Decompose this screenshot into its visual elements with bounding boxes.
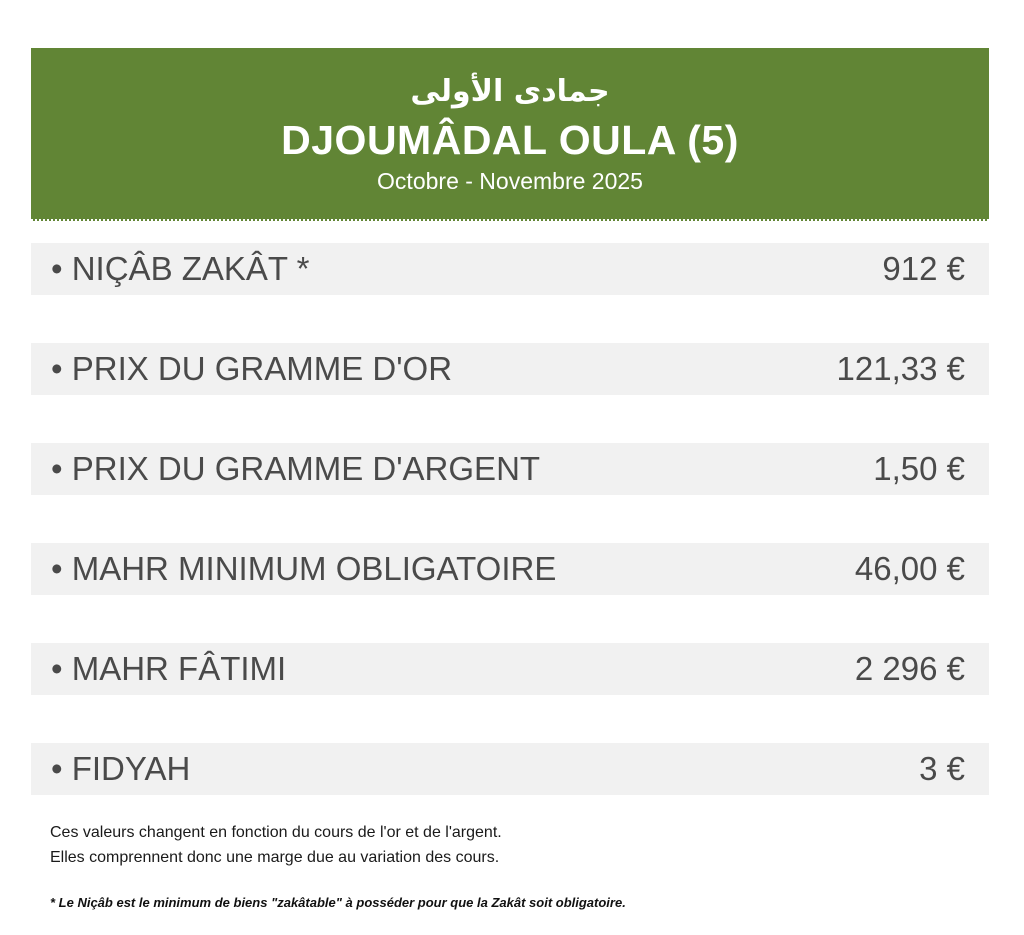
note-line-1: Ces valeurs changent en fonction du cours de l'or et de l'argent. <box>50 824 502 841</box>
month-period: Octobre - Novembre 2025 <box>377 168 643 194</box>
note-line-2: Elles comprennent donc une marge due au variation des cours. <box>50 849 500 866</box>
row-label: • NIÇÂB ZAKÂT * <box>51 250 310 287</box>
row-value: 3 € <box>919 750 965 787</box>
row-label: • FIDYAH <box>51 750 191 787</box>
row-value: 2 296 € <box>854 650 965 687</box>
row-label: • MAHR MINIMUM OBLIGATOIRE <box>51 550 557 587</box>
row-value: 912 € <box>882 250 965 287</box>
footnote: * Le Niçâb est le minimum de biens "zakâtable" à posséder pour que la Zakât soit obligatoire. <box>50 895 626 910</box>
row-value: 46,00 € <box>854 550 965 587</box>
row-nicab-zakat <box>31 243 989 295</box>
notes <box>50 820 502 870</box>
row-value: 121,33 € <box>836 350 965 387</box>
row-gold-price <box>31 343 989 395</box>
month-title: DJOUMÂDAL OULA (5) <box>281 117 739 163</box>
row-fidyah <box>31 743 989 795</box>
row-label: • PRIX DU GRAMME D'OR <box>51 350 453 387</box>
row-mahr-minimum <box>31 543 989 595</box>
row-mahr-fatimi <box>31 643 989 695</box>
row-label: • MAHR FÂTIMI <box>51 650 287 687</box>
row-silver-price <box>31 443 989 495</box>
row-label: • PRIX DU GRAMME D'ARGENT <box>51 450 541 487</box>
month-header <box>31 48 989 221</box>
row-value: 1,50 € <box>873 450 965 487</box>
arabic-month-title: جمادى الأولى <box>410 74 610 109</box>
